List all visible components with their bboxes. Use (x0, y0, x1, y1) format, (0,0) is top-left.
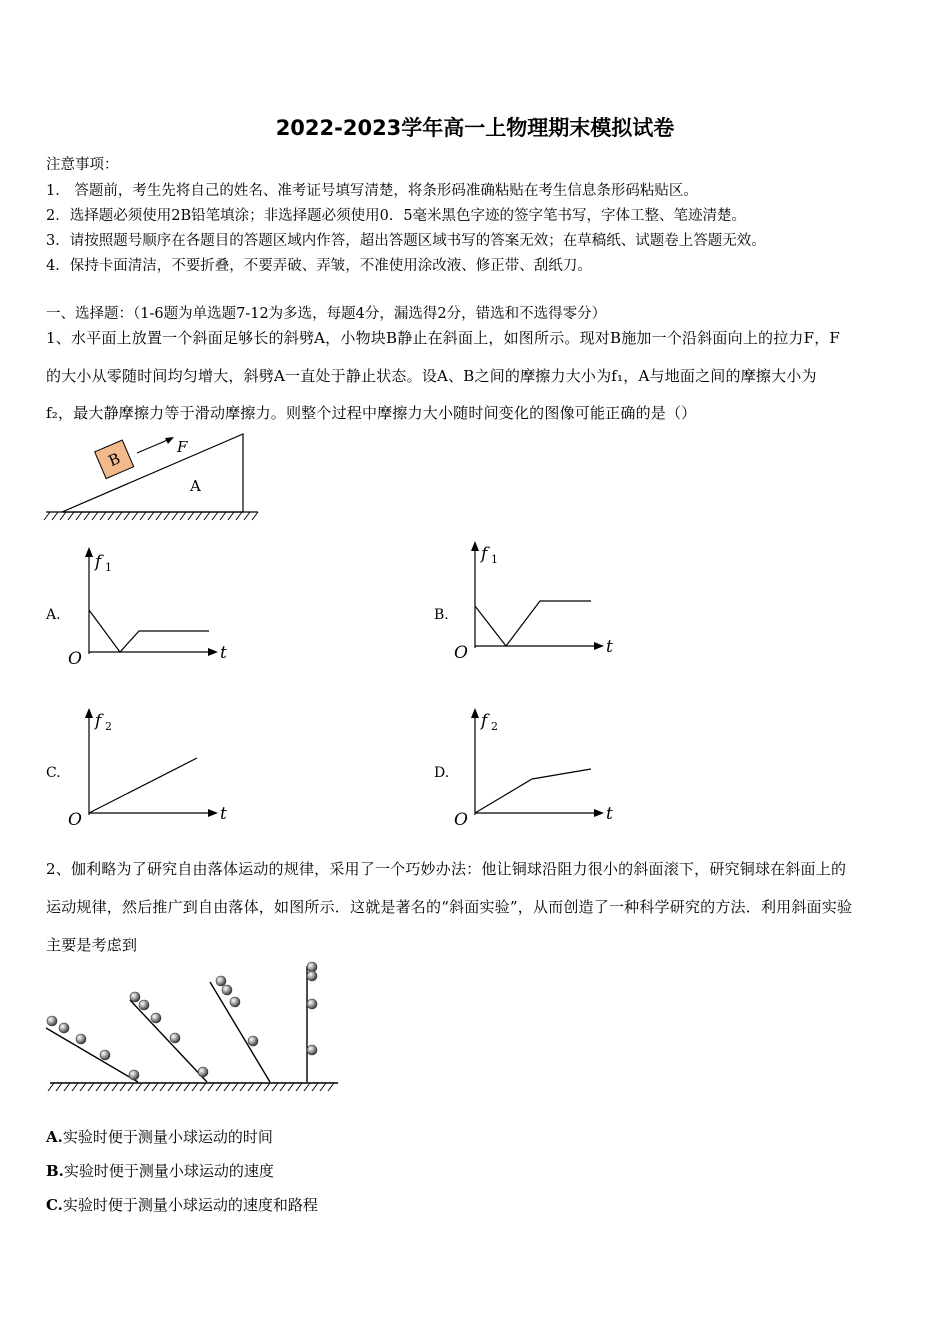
choice-a: A.实验时便于测量小球运动的时间 (46, 1128, 273, 1146)
graph-option-c (60, 703, 240, 831)
svg-text:f: f (95, 552, 102, 572)
wedge-label: A (190, 477, 201, 495)
graph-option-d (446, 703, 626, 831)
svg-text:f: f (481, 711, 488, 731)
graph-line (475, 601, 591, 646)
incline-2 (130, 1000, 207, 1082)
svg-text:B: B (105, 449, 124, 471)
svg-text:O: O (454, 810, 468, 830)
galileo-figure (40, 958, 345, 1094)
question-1-line: f₂，最大静摩擦力等于滑动摩擦力。则整个过程中摩擦力大小随时间变化的图像可能正确的是（） (46, 404, 697, 422)
question-2-line: 运动规律，然后推广到自由落体，如图所示．这就是著名的“斜面实验”，从而创造了一种科学研究的方法．利用斜面实验 (46, 898, 853, 916)
svg-text:2: 2 (105, 720, 112, 733)
notice-item: 1． 答题前，考生先将自己的姓名、准考证号填写清楚，将条形码准确粘贴在考生信息条形码粘贴区。 (46, 183, 698, 199)
svg-text:2: 2 (491, 720, 498, 733)
svg-text:O: O (68, 810, 82, 830)
svg-text:O: O (68, 649, 82, 669)
notice-item: 2．选择题必须使用2B铅笔填涂；非选择题必须使用0．5毫米黑色字迹的签字笔书写，字体工整、笔迹清楚。 (46, 208, 747, 224)
question-2-line: 主要是考虑到 (46, 936, 138, 954)
svg-text:t: t (220, 643, 227, 663)
question-2-line: 2、伽利略为了研究自由落体运动的规律，采用了一个巧妙办法：他让铜球沿阻力很小的斜面滚下，研究铜球在斜面上的 (46, 860, 847, 878)
option-b-label: B. (434, 607, 449, 623)
svg-text:t: t (606, 637, 613, 657)
svg-text:f: f (95, 711, 102, 731)
incline-1 (46, 1028, 138, 1082)
block-b (95, 440, 134, 479)
svg-text:O: O (454, 643, 468, 663)
force-label: F (177, 438, 188, 456)
graph-line (89, 610, 209, 652)
option-c-label: C. (46, 765, 61, 781)
graph-line (89, 758, 197, 813)
question-1-line: 的大小从零随时间均匀增大，斜劈A一直处于静止状态。设A、B之间的摩擦力大小为f₁，A与地面之间的摩擦大小为 (46, 367, 817, 385)
svg-text:f: f (481, 544, 488, 564)
page-title: 2022-2023学年高一上物理期末模拟试卷 (275, 116, 675, 140)
notice-item: 4．保持卡面清洁，不要折叠，不要弄破、弄皱，不准使用涂改液、修正带、刮纸刀。 (46, 258, 592, 274)
svg-text:1: 1 (491, 553, 498, 566)
graph-option-b (446, 536, 626, 664)
option-d-label: D. (434, 765, 450, 781)
section-heading: 一、选择题：（1-6题为单选题7-12为多选，每题4分，漏选得2分，错选和不选得零分） (46, 306, 607, 322)
graph-line (475, 769, 591, 813)
notice-heading: 注意事项： (46, 157, 119, 173)
svg-text:t: t (220, 804, 227, 824)
choice-b: B.实验时便于测量小球运动的速度 (46, 1162, 274, 1180)
svg-text:1: 1 (105, 561, 112, 574)
svg-text:t: t (606, 804, 613, 824)
incline-figure (40, 432, 270, 524)
notice-item: 3．请按照题号顺序在各题目的答题区域内作答，超出答题区域书写的答案无效；在草稿纸、试题卷上答题无效。 (46, 233, 766, 249)
option-a-label: A. (46, 607, 61, 623)
choice-c: C.实验时便于测量小球运动的速度和路程 (46, 1196, 318, 1214)
wedge-a (62, 434, 243, 512)
graph-option-a (60, 542, 240, 670)
question-1-line: 1、水平面上放置一个斜面足够长的斜劈A，小物块B静止在斜面上，如图所示。现对B施加一个沿斜面向上的拉力F，F (46, 329, 841, 347)
incline-3 (210, 982, 270, 1082)
